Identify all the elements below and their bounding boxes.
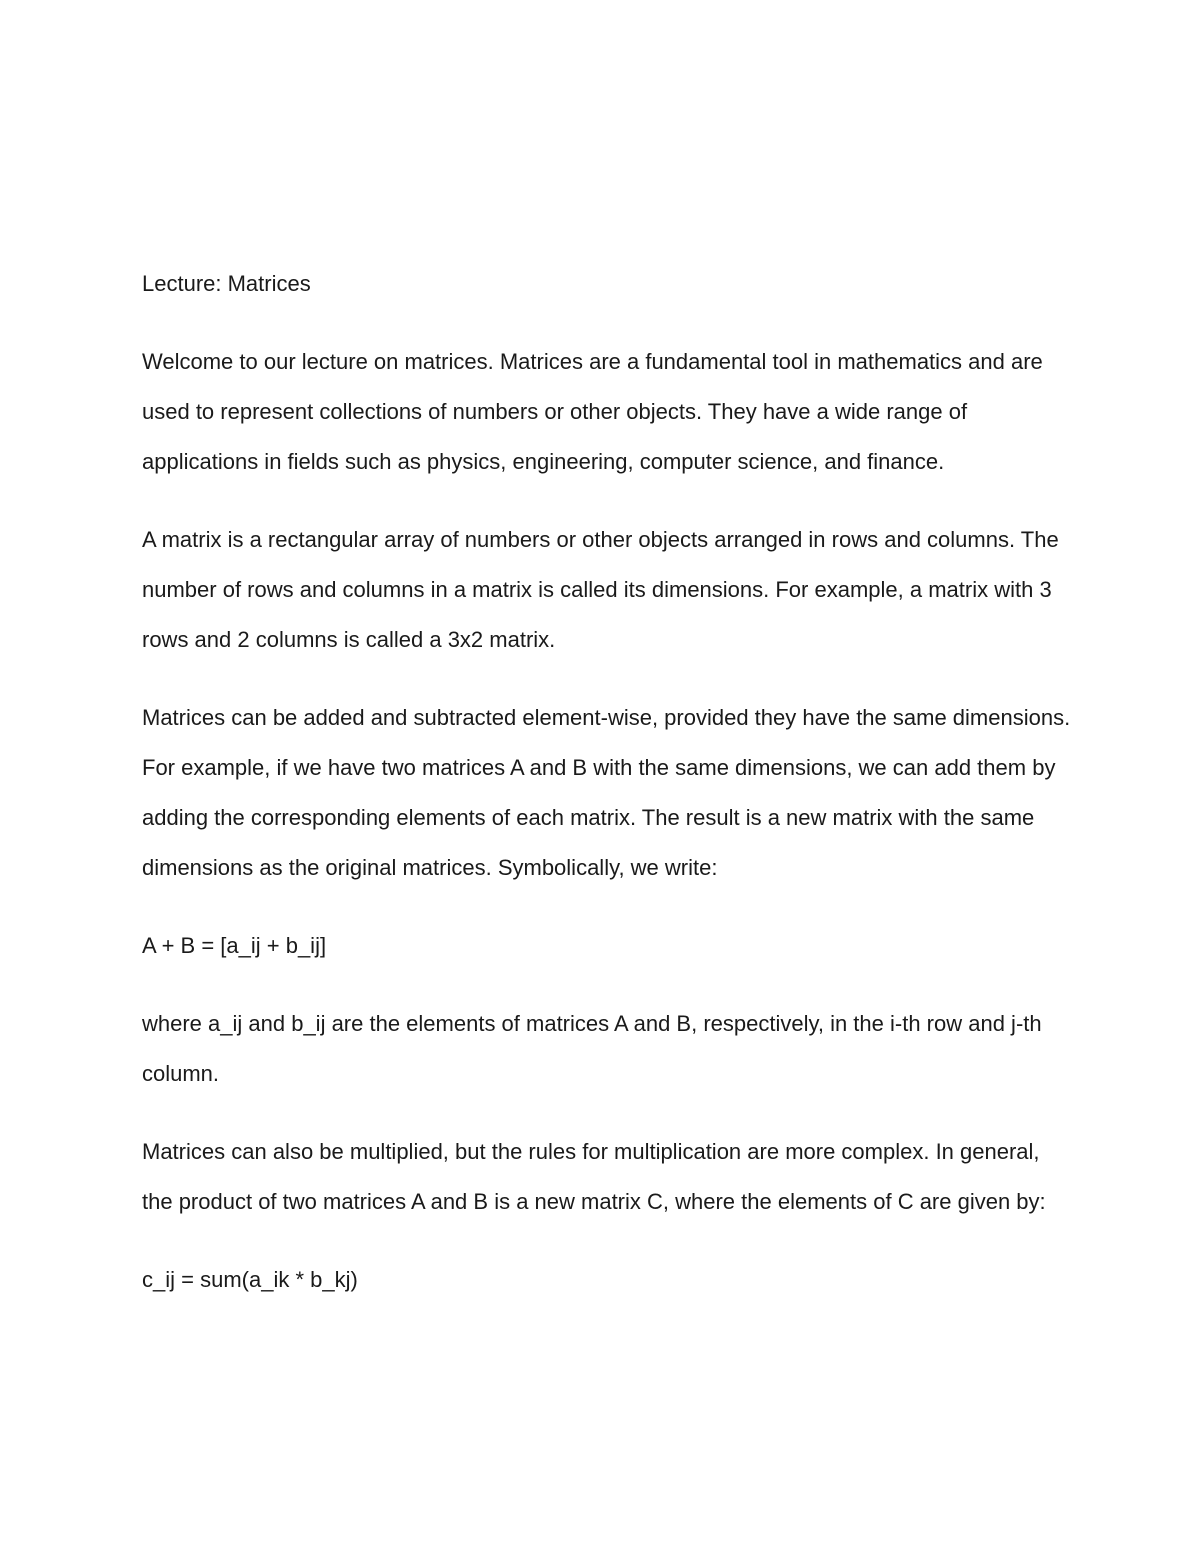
paragraph-matrix-definition: A matrix is a rectangular array of numbers or other objects arranged in rows and columns. The number of rows and columns in a matrix is called its dimensions. For example, a matrix with 3 rows and 2 columns is called a 3x2 matrix. <box>142 527 1059 652</box>
paragraph-introduction: Welcome to our lecture on matrices. Matrices are a fundamental tool in mathematics and are used to represent collections of numbers or other objects. They have a wide range of applications in fields such as physics, engineering, computer science, and finance. <box>142 349 1043 474</box>
paragraph-matrix-multiplication: Matrices can also be multiplied, but the rules for multiplication are more complex. In general, the product of two matrices A and B is a new matrix C, where the elements of C are given by: <box>142 1139 1046 1214</box>
paragraph-matrix-addition: Matrices can be added and subtracted element-wise, provided they have the same dimensions. For example, if we have two matrices A and B with the same dimensions, we can add them by adding the corresponding elements of each matrix. The result is a new matrix with the same dimensions as the original matrices. Symbolically, we write: <box>142 705 1071 880</box>
document-title: Lecture: Matrices <box>142 271 311 296</box>
formula-addition: A + B = [a_ij + b_ij] <box>142 933 327 958</box>
document-body <box>142 259 1072 1333</box>
paragraph-addition-explanation: where a_ij and b_ij are the elements of matrices A and B, respectively, in the i-th row and j-th column. <box>142 1011 1042 1086</box>
formula-multiplication: c_ij = sum(a_ik * b_kj) <box>142 1267 358 1292</box>
